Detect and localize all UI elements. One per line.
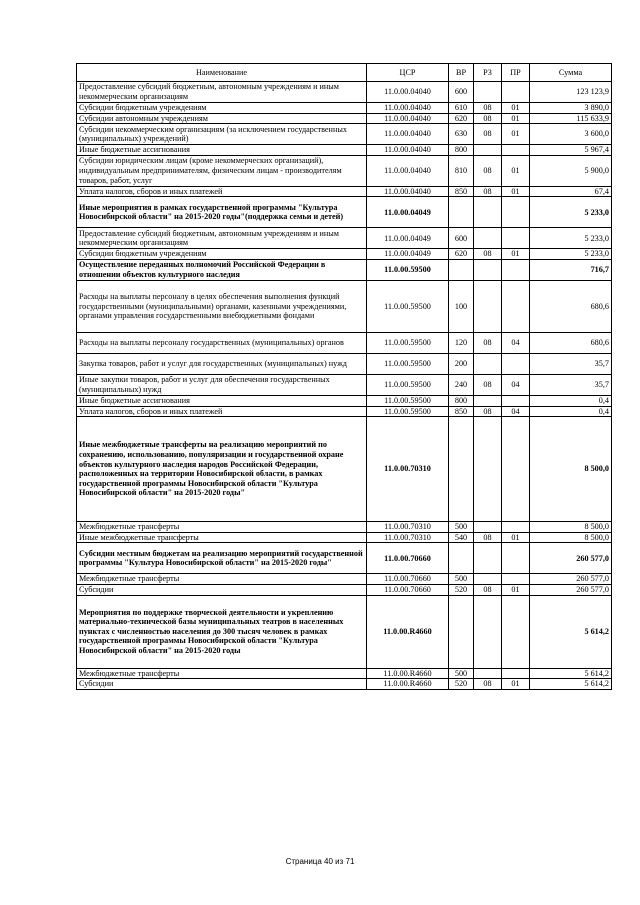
- cell-sum: 35,7: [530, 374, 612, 395]
- cell-csr: 11.0.00.04040: [367, 82, 449, 103]
- cell-sum: 115 633,9: [530, 113, 612, 124]
- cell-sum: 260 577,0: [530, 584, 612, 595]
- cell-name: Субсидии юридическим лицам (кроме некоммерческих организаций), индивидуальным предпринимателям, физическим лицам - производителям товаров, работ, услуг: [77, 155, 367, 186]
- cell-rz: 08: [474, 155, 502, 186]
- cell-csr: 11.0.00.59500: [367, 280, 449, 332]
- table-row: [77, 145, 612, 156]
- cell-pr: 01: [502, 103, 530, 114]
- cell-name: Предоставление субсидий бюджетным, автономным учреждениям и иным некоммерческим организациям: [77, 82, 367, 103]
- cell-csr: 11.0.00.70660: [367, 543, 449, 574]
- cell-name: Субсидии местным бюджетам на реализацию мероприятий государственной программы "Культура Новосибирской области" на 2015-2020 годы": [77, 543, 367, 574]
- cell-rz: [474, 197, 502, 228]
- cell-vr: 540: [449, 532, 474, 543]
- header-sum: Сумма: [530, 64, 612, 82]
- cell-sum: 0,4: [530, 395, 612, 406]
- cell-rz: 08: [474, 113, 502, 124]
- cell-sum: 260 577,0: [530, 574, 612, 585]
- cell-vr: 850: [449, 186, 474, 197]
- cell-name: Субсидии автономным учреждениям: [77, 113, 367, 124]
- table-row: [77, 155, 612, 186]
- cell-vr: 800: [449, 145, 474, 156]
- cell-csr: 11.0.00.59500: [367, 353, 449, 374]
- table-row: [77, 574, 612, 585]
- cell-vr: [449, 259, 474, 280]
- cell-vr: 620: [449, 113, 474, 124]
- page-number: Страница 40 из 71: [285, 857, 355, 866]
- cell-pr: 01: [502, 532, 530, 543]
- cell-vr: [449, 595, 474, 668]
- table-row: [77, 280, 612, 332]
- cell-pr: 01: [502, 584, 530, 595]
- cell-rz: 08: [474, 584, 502, 595]
- cell-vr: 520: [449, 679, 474, 690]
- cell-pr: [502, 395, 530, 406]
- cell-pr: 04: [502, 332, 530, 353]
- cell-vr: [449, 543, 474, 574]
- cell-pr: [502, 574, 530, 585]
- cell-pr: [502, 353, 530, 374]
- cell-rz: 08: [474, 124, 502, 145]
- cell-csr: 11.0.00.70310: [367, 417, 449, 522]
- table-row: [77, 228, 612, 249]
- cell-csr: 11.0.00.04040: [367, 103, 449, 114]
- cell-name: Субсидии бюджетным учреждениям: [77, 249, 367, 260]
- cell-pr: [502, 280, 530, 332]
- table-row: [77, 82, 612, 103]
- table-header-row: [77, 64, 612, 82]
- table-row: [77, 584, 612, 595]
- cell-csr: 11.0.00.04040: [367, 145, 449, 156]
- cell-vr: 240: [449, 374, 474, 395]
- table-row: [77, 679, 612, 690]
- cell-pr: [502, 197, 530, 228]
- table-row: [77, 406, 612, 417]
- cell-pr: [502, 522, 530, 533]
- cell-name: Иные межбюджетные трансферты: [77, 532, 367, 543]
- cell-sum: 5 614,2: [530, 668, 612, 679]
- cell-sum: 8 500,0: [530, 522, 612, 533]
- cell-vr: [449, 197, 474, 228]
- table-row: [77, 113, 612, 124]
- cell-csr: 11.0.00.04049: [367, 197, 449, 228]
- table-row: [77, 522, 612, 533]
- cell-name: Субсидии некоммерческим организациям (за исключением государственных (муниципальных) учреждений): [77, 124, 367, 145]
- cell-name: Иные бюджетные ассигнования: [77, 145, 367, 156]
- cell-rz: [474, 280, 502, 332]
- cell-vr: 810: [449, 155, 474, 186]
- cell-rz: [474, 353, 502, 374]
- cell-name: Уплата налогов, сборов и иных платежей: [77, 406, 367, 417]
- cell-sum: 0,4: [530, 406, 612, 417]
- cell-pr: [502, 543, 530, 574]
- cell-pr: [502, 145, 530, 156]
- table-row: [77, 353, 612, 374]
- cell-vr: 200: [449, 353, 474, 374]
- cell-pr: [502, 259, 530, 280]
- table-row: [77, 543, 612, 574]
- budget-table-container: [76, 63, 611, 690]
- cell-sum: 5 900,0: [530, 155, 612, 186]
- cell-name: Предоставление субсидий бюджетным, автономным учреждениям и иным некоммерческим организациям: [77, 228, 367, 249]
- cell-sum: 5 233,0: [530, 228, 612, 249]
- table-row: [77, 259, 612, 280]
- cell-csr: 11.0.00.04040: [367, 113, 449, 124]
- cell-name: Иные закупки товаров, работ и услуг для обеспечения государственных (муниципальных) нужд: [77, 374, 367, 395]
- cell-rz: [474, 543, 502, 574]
- cell-rz: [474, 595, 502, 668]
- cell-rz: 08: [474, 186, 502, 197]
- cell-sum: 67,4: [530, 186, 612, 197]
- cell-pr: 04: [502, 406, 530, 417]
- cell-csr: 11.0.00.70310: [367, 522, 449, 533]
- cell-pr: 01: [502, 124, 530, 145]
- cell-pr: 01: [502, 249, 530, 260]
- cell-vr: 600: [449, 228, 474, 249]
- cell-vr: [449, 417, 474, 522]
- cell-pr: [502, 417, 530, 522]
- cell-name: Закупка товаров, работ и услуг для государственных (муниципальных) нужд: [77, 353, 367, 374]
- cell-pr: [502, 82, 530, 103]
- cell-name: Уплата налогов, сборов и иных платежей: [77, 186, 367, 197]
- cell-sum: 680,6: [530, 332, 612, 353]
- cell-name: Межбюджетные трансферты: [77, 522, 367, 533]
- cell-csr: 11.0.00.04040: [367, 186, 449, 197]
- cell-rz: [474, 259, 502, 280]
- cell-name: Осуществление переданных полномочий Российской Федерации в отношении объектов культурного наследия: [77, 259, 367, 280]
- cell-name: Мероприятия по поддержке творческой деятельности и укреплению материально-технической базы муниципальных театров в населенных пунктах с численностью населения до 300 тысяч человек в рамках государственной программы Новосибирской области "Культура Новосибирской области" на 2015-2020 годы: [77, 595, 367, 668]
- cell-pr: 01: [502, 155, 530, 186]
- cell-name: Субсидии: [77, 679, 367, 690]
- cell-rz: [474, 522, 502, 533]
- cell-csr: 11.0.00.70660: [367, 584, 449, 595]
- cell-vr: 800: [449, 395, 474, 406]
- cell-name: Субсидии: [77, 584, 367, 595]
- cell-sum: 3 890,0: [530, 103, 612, 114]
- cell-csr: 11.0.00.R4660: [367, 668, 449, 679]
- cell-rz: [474, 417, 502, 522]
- cell-name: Расходы на выплаты персоналу в целях обеспечения выполнения функций государственными (муниципальными) органами, казенными учреждениями, органами управления государственными внебюджетными фондами: [77, 280, 367, 332]
- header-rz: РЗ: [474, 64, 502, 82]
- budget-table: [76, 63, 612, 690]
- cell-csr: 11.0.00.04040: [367, 155, 449, 186]
- table-row: [77, 668, 612, 679]
- cell-vr: 520: [449, 584, 474, 595]
- cell-pr: [502, 595, 530, 668]
- cell-csr: 11.0.00.59500: [367, 374, 449, 395]
- cell-pr: 01: [502, 113, 530, 124]
- cell-rz: 08: [474, 249, 502, 260]
- cell-vr: 500: [449, 668, 474, 679]
- cell-sum: 3 600,0: [530, 124, 612, 145]
- cell-rz: 08: [474, 374, 502, 395]
- cell-csr: 11.0.00.59500: [367, 332, 449, 353]
- table-row: [77, 595, 612, 668]
- cell-rz: 08: [474, 406, 502, 417]
- table-body: [77, 82, 612, 690]
- cell-rz: [474, 82, 502, 103]
- cell-vr: 120: [449, 332, 474, 353]
- cell-rz: [474, 395, 502, 406]
- cell-vr: 600: [449, 82, 474, 103]
- cell-csr: 11.0.00.59500: [367, 259, 449, 280]
- cell-csr: 11.0.00.R4660: [367, 679, 449, 690]
- cell-rz: 08: [474, 103, 502, 114]
- cell-vr: 610: [449, 103, 474, 114]
- cell-name: Иные мероприятия в рамках государственной программы "Культура Новосибирской области" на 2015-2020 годы"(поддержка семьи и детей): [77, 197, 367, 228]
- header-pr: ПР: [502, 64, 530, 82]
- table-row: [77, 197, 612, 228]
- cell-vr: 100: [449, 280, 474, 332]
- cell-vr: 620: [449, 249, 474, 260]
- cell-sum: 260 577,0: [530, 543, 612, 574]
- cell-pr: [502, 228, 530, 249]
- cell-csr: 11.0.00.70310: [367, 532, 449, 543]
- table-row: [77, 124, 612, 145]
- cell-sum: 5 614,2: [530, 595, 612, 668]
- table-row: [77, 103, 612, 114]
- cell-sum: 5 614,2: [530, 679, 612, 690]
- cell-pr: 01: [502, 679, 530, 690]
- cell-rz: [474, 574, 502, 585]
- header-vr: ВР: [449, 64, 474, 82]
- cell-sum: 5 967,4: [530, 145, 612, 156]
- cell-pr: 04: [502, 374, 530, 395]
- cell-csr: 11.0.00.04040: [367, 124, 449, 145]
- cell-sum: 8 500,0: [530, 532, 612, 543]
- cell-csr: 11.0.00.R4660: [367, 595, 449, 668]
- cell-csr: 11.0.00.59500: [367, 395, 449, 406]
- cell-sum: 8 500,0: [530, 417, 612, 522]
- cell-rz: 08: [474, 679, 502, 690]
- cell-sum: 716,7: [530, 259, 612, 280]
- cell-csr: 11.0.00.59500: [367, 406, 449, 417]
- cell-sum: 680,6: [530, 280, 612, 332]
- header-csr: ЦСР: [367, 64, 449, 82]
- cell-rz: 08: [474, 332, 502, 353]
- table-row: [77, 417, 612, 522]
- cell-rz: [474, 228, 502, 249]
- table-row: [77, 395, 612, 406]
- cell-rz: [474, 668, 502, 679]
- cell-vr: 850: [449, 406, 474, 417]
- cell-name: Межбюджетные трансферты: [77, 574, 367, 585]
- cell-name: Межбюджетные трансферты: [77, 668, 367, 679]
- cell-vr: 500: [449, 574, 474, 585]
- cell-vr: 630: [449, 124, 474, 145]
- cell-name: Иные межбюджетные трансферты на реализацию мероприятий по сохранению, использованию, популяризации и государственной охране объектов культурного наследия народов Российской Федерации, расположенных на территории Новосибирской области, в рамках государственной программы Новосибирской области "Культура Новосибирской области" на 2015-2020 годы": [77, 417, 367, 522]
- cell-name: Иные бюджетные ассигнования: [77, 395, 367, 406]
- cell-sum: 5 233,0: [530, 197, 612, 228]
- cell-rz: 08: [474, 532, 502, 543]
- table-row: [77, 186, 612, 197]
- table-row: [77, 374, 612, 395]
- cell-name: Расходы на выплаты персоналу государственных (муниципальных) органов: [77, 332, 367, 353]
- cell-pr: 01: [502, 186, 530, 197]
- table-row: [77, 249, 612, 260]
- cell-name: Субсидии бюджетным учреждениям: [77, 103, 367, 114]
- cell-csr: 11.0.00.04049: [367, 228, 449, 249]
- cell-sum: 123 123,9: [530, 82, 612, 103]
- header-name: Наименование: [77, 64, 367, 82]
- cell-vr: 500: [449, 522, 474, 533]
- cell-csr: 11.0.00.70660: [367, 574, 449, 585]
- cell-pr: [502, 668, 530, 679]
- cell-csr: 11.0.00.04049: [367, 249, 449, 260]
- table-row: [77, 332, 612, 353]
- cell-rz: [474, 145, 502, 156]
- cell-sum: 5 233,0: [530, 249, 612, 260]
- cell-sum: 35,7: [530, 353, 612, 374]
- table-row: [77, 532, 612, 543]
